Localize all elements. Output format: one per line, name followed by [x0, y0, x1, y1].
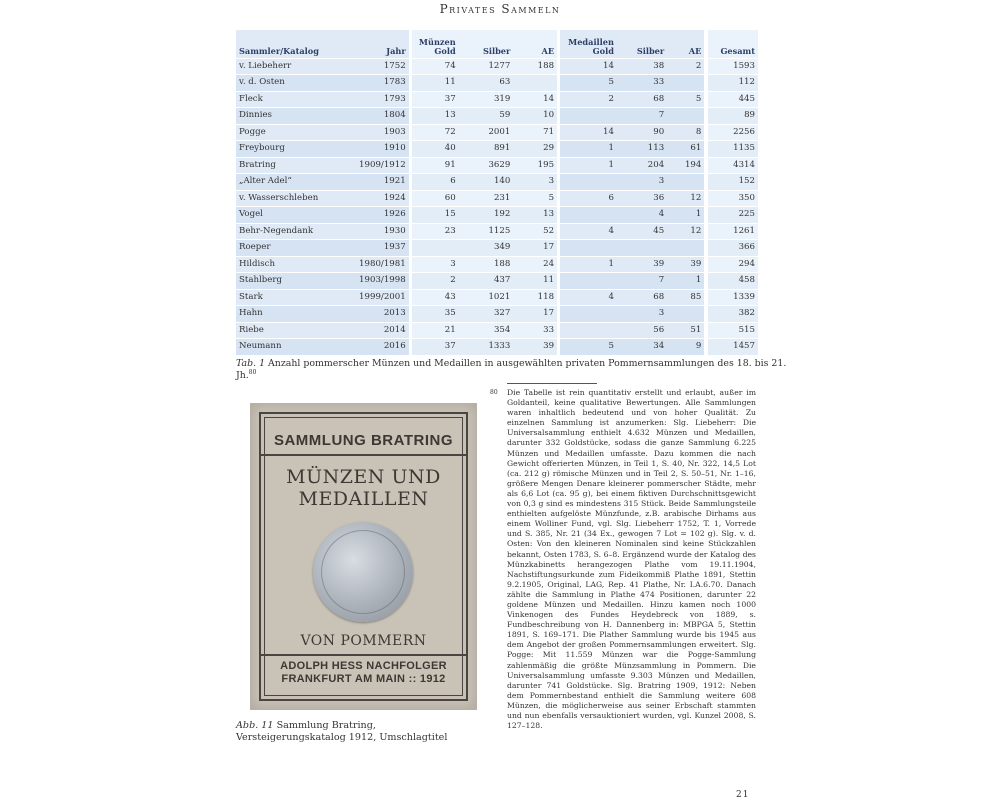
- header-total: Gesamt: [708, 30, 758, 58]
- table-cell: [560, 174, 617, 191]
- table-row: [236, 91, 758, 108]
- table-cell: 2016: [347, 339, 408, 355]
- table-row: [236, 223, 758, 240]
- table-cell: 51: [667, 322, 704, 339]
- table-cell: 6: [560, 190, 617, 207]
- table-cell: 188: [513, 58, 557, 75]
- table-cell: 1: [667, 207, 704, 224]
- table-cell: 5: [667, 91, 704, 108]
- table-cell: 437: [459, 273, 514, 290]
- header-collector: Sammler/Katalog: [236, 30, 347, 58]
- table-cell: 5: [560, 339, 617, 355]
- table-cell: 1333: [459, 339, 514, 355]
- table-cell: 33: [617, 75, 667, 92]
- table-cell: Bratring: [236, 157, 347, 174]
- table-cell: 1937: [347, 240, 408, 257]
- table-cell: [513, 75, 557, 92]
- table-cell: 35: [412, 306, 459, 323]
- table-cell: [560, 108, 617, 125]
- table-cell: 891: [459, 141, 514, 158]
- table-cell: 1903: [347, 124, 408, 141]
- table-cell: 366: [708, 240, 758, 257]
- table-cell: 39: [513, 339, 557, 355]
- table-cell: [560, 207, 617, 224]
- table-row: [236, 124, 758, 141]
- table-cell: 382: [708, 306, 758, 323]
- table-cell: 118: [513, 289, 557, 306]
- table-cell: 1999/2001: [347, 289, 408, 306]
- table-cell: 61: [667, 141, 704, 158]
- collections-table-container: [236, 30, 758, 355]
- table-cell: 1: [560, 141, 617, 158]
- table-cell: [560, 273, 617, 290]
- table-row: [236, 273, 758, 290]
- table-cell: Dinnies: [236, 108, 347, 125]
- table-cell: 2: [667, 58, 704, 75]
- table-cell: 204: [617, 157, 667, 174]
- table-cell: 91: [412, 157, 459, 174]
- table-cell: 14: [513, 91, 557, 108]
- table-cell: 3629: [459, 157, 514, 174]
- table-cell: 11: [412, 75, 459, 92]
- table-cell: 1135: [708, 141, 758, 158]
- table-cell: 354: [459, 322, 514, 339]
- table-cell: 59: [459, 108, 514, 125]
- table-cell: 4: [560, 223, 617, 240]
- cover-medal-image: [313, 522, 413, 622]
- table-cell: 63: [459, 75, 514, 92]
- table-row: [236, 339, 758, 355]
- table-cell: [560, 306, 617, 323]
- table-cell: 39: [667, 256, 704, 273]
- table-cell: 37: [412, 91, 459, 108]
- table-cell: 4: [560, 289, 617, 306]
- table-cell: 6: [412, 174, 459, 191]
- table-cell: 71: [513, 124, 557, 141]
- table-cell: 327: [459, 306, 514, 323]
- table-cell: 2: [560, 91, 617, 108]
- table-cell: 40: [412, 141, 459, 158]
- table-cell: 52: [513, 223, 557, 240]
- table-cell: 68: [617, 91, 667, 108]
- table-cell: 9: [667, 339, 704, 355]
- table-cell: 12: [667, 223, 704, 240]
- table-cell: [667, 174, 704, 191]
- table-cell: 1261: [708, 223, 758, 240]
- cover-publisher-line2: FRANKFURT AM MAIN :: 1912: [281, 673, 446, 685]
- table-cell: 2: [412, 273, 459, 290]
- table-cell: 72: [412, 124, 459, 141]
- table-body: [236, 58, 758, 355]
- table-cell: 1924: [347, 190, 408, 207]
- table-cell: 60: [412, 190, 459, 207]
- table-cell: 14: [560, 58, 617, 75]
- cover-divider-top: [259, 454, 468, 456]
- table-cell: 12: [667, 190, 704, 207]
- table-cell: 1793: [347, 91, 408, 108]
- cover-region: VON POMMERN: [300, 633, 427, 649]
- table-cell: 1125: [459, 223, 514, 240]
- cover-subtitle-line2: MEDAILLEN: [298, 488, 429, 510]
- table-cell: 231: [459, 190, 514, 207]
- table-cell: Vogel: [236, 207, 347, 224]
- table-cell: 4314: [708, 157, 758, 174]
- collections-table: [236, 30, 758, 355]
- table-cell: 56: [617, 322, 667, 339]
- table-cell: 1926: [347, 207, 408, 224]
- table-cell: 11: [513, 273, 557, 290]
- table-cell: 10: [513, 108, 557, 125]
- table-cell: 1: [667, 273, 704, 290]
- table-cell: 1593: [708, 58, 758, 75]
- table-cell: 1921: [347, 174, 408, 191]
- table-caption-text: Anzahl pommerscher Münzen und Medaillen in ausgewählten privaten Pommernsammlungen des 18. bis 21. Jh.: [236, 358, 787, 382]
- table-cell: 7: [617, 108, 667, 125]
- table-row: [236, 141, 758, 158]
- table-cell: Roeper: [236, 240, 347, 257]
- table-cell: 29: [513, 141, 557, 158]
- table-cell: 1: [560, 157, 617, 174]
- table-cell: 1783: [347, 75, 408, 92]
- table-cell: 2014: [347, 322, 408, 339]
- table-cell: v. Liebeherr: [236, 58, 347, 75]
- table-cell: Neumann: [236, 339, 347, 355]
- table-caption-footnote-ref: 80: [248, 369, 257, 376]
- table-cell: 294: [708, 256, 758, 273]
- header-year: Jahr: [347, 30, 408, 58]
- table-row: [236, 240, 758, 257]
- table-cell: 13: [412, 108, 459, 125]
- table-cell: 17: [513, 306, 557, 323]
- figure-caption-label: Abb. 11: [236, 720, 274, 731]
- footnote-rule: [507, 383, 597, 384]
- table-cell: 195: [513, 157, 557, 174]
- table-cell: 225: [708, 207, 758, 224]
- table-cell: 192: [459, 207, 514, 224]
- table-cell: 445: [708, 91, 758, 108]
- table-cell: 1457: [708, 339, 758, 355]
- table-cell: 1980/1981: [347, 256, 408, 273]
- cover-title: SAMMLUNG BRATRING: [273, 432, 454, 449]
- table-cell: 15: [412, 207, 459, 224]
- table-cell: 1021: [459, 289, 514, 306]
- table-cell: 349: [459, 240, 514, 257]
- table-cell: 85: [667, 289, 704, 306]
- table-cell: [667, 108, 704, 125]
- header-coins-ae: AE: [513, 30, 557, 58]
- table-cell: 13: [513, 207, 557, 224]
- table-cell: 39: [617, 256, 667, 273]
- figure-caption-text: Sammlung Bratring, Versteigerungskatalog 1912, Umschlagtitel: [236, 720, 448, 743]
- table-cell: v. d. Osten: [236, 75, 347, 92]
- table-cell: 23: [412, 223, 459, 240]
- table-cell: Hahn: [236, 306, 347, 323]
- page-number: 21: [736, 790, 750, 800]
- table-cell: 350: [708, 190, 758, 207]
- running-head: Privates Sammeln: [439, 2, 561, 16]
- table-cell: 1339: [708, 289, 758, 306]
- table-cell: 3: [513, 174, 557, 191]
- table-cell: 2001: [459, 124, 514, 141]
- header-medals-ae: AE: [667, 30, 704, 58]
- table-cell: 37: [412, 339, 459, 355]
- table-cell: 1910: [347, 141, 408, 158]
- table-cell: 14: [560, 124, 617, 141]
- table-cell: 113: [617, 141, 667, 158]
- table-cell: 1277: [459, 58, 514, 75]
- table-row: [236, 256, 758, 273]
- table-cell: 34: [617, 339, 667, 355]
- header-medals-silver: Silber: [617, 30, 667, 58]
- table-header-row: [236, 30, 758, 58]
- table-cell: 36: [617, 190, 667, 207]
- cover-subtitle-line1: MÜNZEN UND: [286, 466, 441, 488]
- table-cell: 1752: [347, 58, 408, 75]
- table-cell: 33: [513, 322, 557, 339]
- table-cell: [560, 322, 617, 339]
- table-cell: 21: [412, 322, 459, 339]
- table-caption: [236, 358, 796, 381]
- table-cell: 74: [412, 58, 459, 75]
- table-cell: [667, 75, 704, 92]
- table-cell: 319: [459, 91, 514, 108]
- table-cell: 4: [617, 207, 667, 224]
- table-cell: 152: [708, 174, 758, 191]
- table-cell: Stark: [236, 289, 347, 306]
- table-cell: 90: [617, 124, 667, 141]
- table-row: [236, 174, 758, 191]
- table-row: [236, 306, 758, 323]
- table-row: [236, 322, 758, 339]
- table-cell: 112: [708, 75, 758, 92]
- table-cell: v. Wasserschleben: [236, 190, 347, 207]
- table-cell: 3: [617, 306, 667, 323]
- table-row: [236, 58, 758, 75]
- table-cell: „Alter Adel“: [236, 174, 347, 191]
- table-cell: 2256: [708, 124, 758, 141]
- table-caption-label: Tab. 1: [236, 358, 266, 369]
- header-medals-gold: Medaillen Gold: [560, 30, 617, 58]
- table-cell: 5: [560, 75, 617, 92]
- table-row: [236, 108, 758, 125]
- footnote-number: 80: [490, 389, 498, 396]
- table-cell: 3: [412, 256, 459, 273]
- catalog-cover-image: [250, 403, 477, 710]
- header-coins-silver: Silber: [459, 30, 514, 58]
- table-row: [236, 207, 758, 224]
- table-cell: 24: [513, 256, 557, 273]
- table-cell: 43: [412, 289, 459, 306]
- table-cell: Fleck: [236, 91, 347, 108]
- table-cell: 515: [708, 322, 758, 339]
- footnote-text: Die Tabelle ist rein quantitativ erstellt und erlaubt, außer im Goldanteil, keine qualitative Bewertungen. Alle Sammlungen waren inhaltlich bedeutend und von hoher Qualität. Zu einzelnen Sammlung ist anzumerken: Slg. Liebeherr: Die Universalsammlung enthielt 4.632 Münzen und Medaillen, darunter 332 Goldstücke, sodass die ganze Sammlung 6.225 Münzen und Medaillen umfasste. Dazu kommen die nach Gewicht offerierten Münzen, in Teil 1, S. 40, Nr. 322, 14,5 Lot (ca. 212 g) römische Münzen und in Teil 2, S. 50–51, Nr. 1–16, größere Mengen Denare kleinerer pommerscher Städte, mehr als 6,6 Lot (ca. 95 g), bei einem fiktiven Durchschnittsgewicht von 0,3 g sind es mindestens 315 Stück. Beide Sammlungsteile enthielten aufgelöste Münzfunde, z.B. arabische Dirhams aus einem Wolliner Fund, vgl. Slg. Liebeherr 1752, T. 1, Vorrede und S. 385, Nr. 21 (34 Ex., gewogen 7 Lot = 102 g). Slg. v. d. Osten: Von den kleineren Nominalen sind keine Stückzahlen bekannt, Osten 1783, S. 6–8. Ergänzend wurde der Katalog des Münzkabinetts herangezogen Plathe vom 19.11.1904, Nachstiftungsurkunde zum Fideikommiß Plathe 1891, Stettin 9.2.1905, Original, LAG, Rep. 41 Plathe, Nr. I.A.6.70. Danach zählte die Sammlung in Plathe 474 Positionen, darunter 22 goldene Münzen und Medaillen. Hinzu kamen noch 1000 Vinkenogen des Fundes Heydebreck von 1889, s. Fundbeschreibung von H. Dannenberg in: MBPGA 5, Stettin 1891, S. 169–171. Die Plather Sammlung wurde bis 1945 aus dem Angebot der großen Pommernsammlungen erweitert. Slg. Pogge: Mit 11.559 Münzen war die Pogge-Sammlung zahlenmäßig die größte Münzsammlung in Pommern. Die Universalsammlung umfasste 9.303 Münzen und Medaillen, darunter 741 Goldstücke. Slg. Bratring 1909, 1912: Neben dem Pommernbestand enthielt die Sammlung weitere 608 Münzen, die möglicherweise aus seiner Erbschaft stammten und nun ebenfalls versauktioniert wurden, vgl. Kunzel 2008, S. 127–128.: [507, 388, 756, 731]
- table-row: [236, 289, 758, 306]
- table-cell: 38: [617, 58, 667, 75]
- table-cell: 8: [667, 124, 704, 141]
- table-cell: 2013: [347, 306, 408, 323]
- table-cell: 1804: [347, 108, 408, 125]
- table-cell: 7: [617, 273, 667, 290]
- table-row: [236, 157, 758, 174]
- table-cell: 458: [708, 273, 758, 290]
- table-cell: 17: [513, 240, 557, 257]
- table-cell: [412, 240, 459, 257]
- table-cell: [667, 306, 704, 323]
- table-cell: 140: [459, 174, 514, 191]
- table-cell: Behr-Negendank: [236, 223, 347, 240]
- table-cell: 5: [513, 190, 557, 207]
- table-cell: 68: [617, 289, 667, 306]
- cover-divider-bottom: [259, 654, 468, 656]
- header-coins-gold: Münzen Gold: [412, 30, 459, 58]
- table-cell: [560, 240, 617, 257]
- table-cell: Freybourg: [236, 141, 347, 158]
- figure-caption: [236, 720, 486, 744]
- table-cell: Riebe: [236, 322, 347, 339]
- table-cell: Pogge: [236, 124, 347, 141]
- table-cell: Hildisch: [236, 256, 347, 273]
- table-cell: [617, 240, 667, 257]
- table-row: [236, 75, 758, 92]
- table-cell: 194: [667, 157, 704, 174]
- table-row: [236, 190, 758, 207]
- footnote: [490, 388, 756, 731]
- cover-publisher-line1: ADOLPH HESS NACHFOLGER: [280, 660, 447, 672]
- table-cell: 1909/1912: [347, 157, 408, 174]
- table-cell: 89: [708, 108, 758, 125]
- table-cell: 1903/1998: [347, 273, 408, 290]
- table-cell: [667, 240, 704, 257]
- table-cell: 45: [617, 223, 667, 240]
- table-cell: 188: [459, 256, 514, 273]
- table-cell: 1: [560, 256, 617, 273]
- table-cell: Stahlberg: [236, 273, 347, 290]
- table-cell: 1930: [347, 223, 408, 240]
- table-cell: 3: [617, 174, 667, 191]
